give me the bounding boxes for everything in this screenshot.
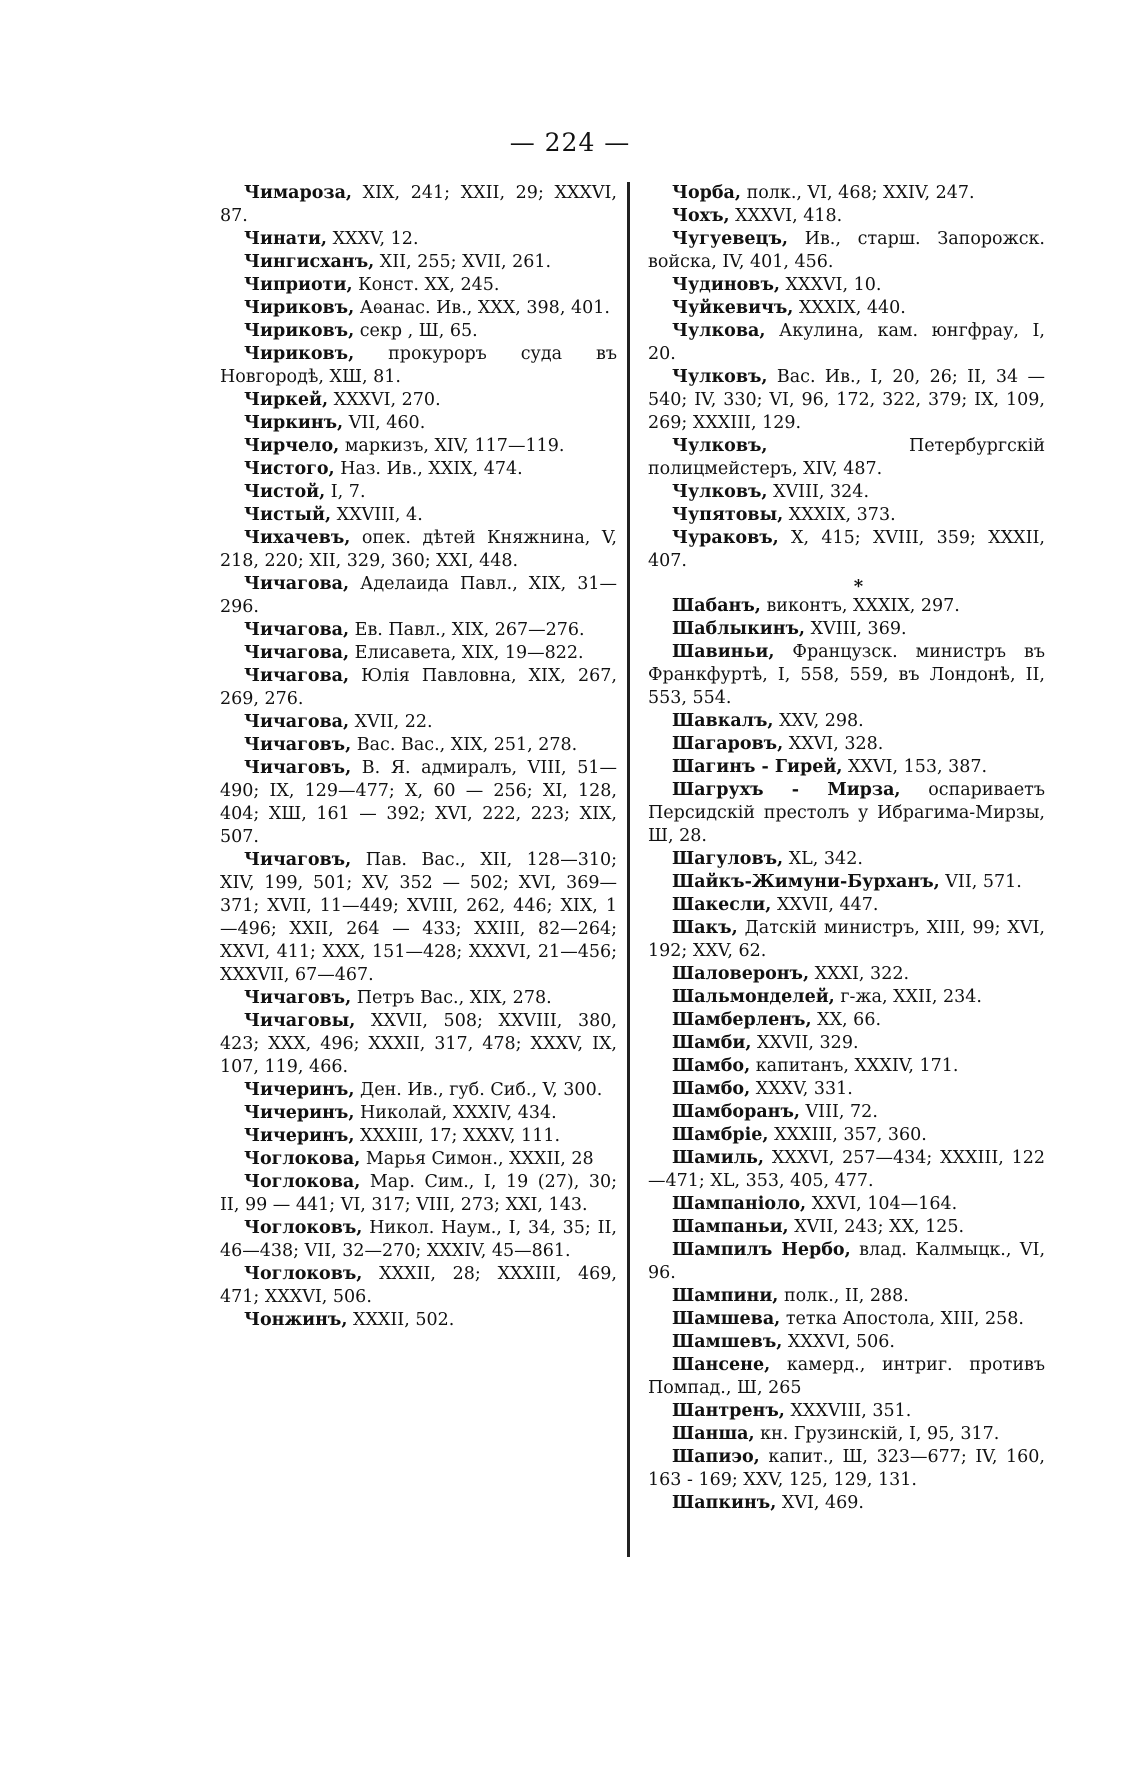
index-entry — [648, 733, 1045, 756]
entry-name: Чингисханъ, — [244, 252, 375, 272]
index-entry — [648, 1124, 1045, 1147]
index-entry — [220, 1102, 617, 1125]
entry-references: оспариваетъ Персидскій престолъ у Ибрагима-Мирзы, Ш, 28. — [648, 780, 1045, 846]
entry-references: капит., Ш, 323—677; IV, 160, 163 - 169; XXV, 125, 129, 131. — [648, 1447, 1045, 1490]
entry-name: Чоглокова, — [244, 1172, 361, 1192]
entry-name: Шампилъ Нербо, — [672, 1240, 851, 1260]
entry-name: Шагрухъ - Мирза, — [672, 780, 901, 800]
index-entry — [648, 435, 1045, 481]
entry-references: XVII, 22. — [349, 712, 433, 732]
entry-name: Чураковъ, — [672, 528, 779, 548]
entry-name: Чичаговъ, — [244, 988, 352, 1008]
index-entry — [648, 871, 1045, 894]
entry-references: Ев. Павл., XIX, 267—276. — [349, 620, 585, 640]
entry-name: Шакъ, — [672, 918, 738, 938]
entry-references: капитанъ, XXXIV, 171. — [750, 1056, 959, 1076]
entry-name: Шальмонделей, — [672, 987, 835, 1007]
entry-name: Шамби, — [672, 1033, 752, 1053]
entry-name: Чулковъ, — [672, 482, 768, 502]
entry-name: Шамберленъ, — [672, 1010, 812, 1030]
entry-references: XXXIX, 373. — [783, 505, 896, 525]
index-entry — [220, 1217, 617, 1263]
entry-references: XL, 342. — [783, 849, 863, 869]
entry-references: прокуроръ суда въ Новгородѣ, ХШ, 81. — [220, 344, 617, 387]
entry-references: Наз. Ив., XXIX, 474. — [334, 459, 523, 479]
index-entry — [220, 481, 617, 504]
entry-name: Шаловеронъ, — [672, 964, 810, 984]
entry-references: XXVII, 329. — [751, 1033, 859, 1053]
entry-references: камерд., интриг. противъ Помпад., Ш, 265 — [648, 1355, 1045, 1398]
entry-references: влад. Калмыцк., VI, 96. — [648, 1240, 1046, 1283]
entry-name: Шансене, — [672, 1355, 771, 1375]
entry-references: XXVII, 508; XXVIII, 380, 423; XXX, 496; XXXII, 317, 478; XXXV, IX, 107, 119, 466. — [220, 1011, 617, 1077]
entry-name: Чичагова, — [244, 712, 350, 732]
index-entry — [220, 757, 617, 849]
index-entry — [648, 504, 1045, 527]
index-entry — [220, 1010, 617, 1079]
entry-name: Чичаговъ, — [244, 850, 352, 870]
index-entry — [648, 205, 1045, 228]
entry-references: секр , Ш, 65. — [354, 321, 478, 341]
entry-name: Шапиэо, — [672, 1447, 760, 1467]
index-entry — [648, 527, 1045, 573]
entry-name: Чулкова, — [672, 321, 766, 341]
entry-name: Шантренъ, — [672, 1401, 785, 1421]
entry-name: Шабанъ, — [672, 596, 761, 616]
index-entry — [648, 1354, 1045, 1400]
entry-references: маркизъ, XIV, 117—119. — [339, 436, 565, 456]
index-entry — [220, 412, 617, 435]
index-entry — [220, 665, 617, 711]
entry-references: XIX, 241; XXII, 29; XXXVI, 87. — [220, 183, 617, 226]
entry-references: XXXII, 28; XXXIII, 469, 471; XXXVI, 506. — [220, 1264, 617, 1307]
entry-references: виконтъ, XXXIX, 297. — [760, 596, 960, 616]
index-entry — [220, 504, 617, 527]
entry-name: Чирчело, — [244, 436, 340, 456]
entry-name: Шампини, — [672, 1286, 779, 1306]
index-entry — [648, 1216, 1045, 1239]
index-entry — [648, 182, 1045, 205]
entry-name: Шапкинъ, — [672, 1493, 777, 1513]
index-entry — [648, 1285, 1045, 1308]
entry-references: XXVI, 104—164. — [806, 1194, 958, 1214]
entry-references: XX, 66. — [811, 1010, 882, 1030]
entry-references: Николай, XXXIV, 434. — [354, 1103, 557, 1123]
index-entry — [220, 849, 617, 987]
entry-references: XXVI, 328. — [783, 734, 884, 754]
entry-references: XXXV, 331. — [750, 1079, 853, 1099]
index-entry — [648, 320, 1045, 366]
entry-references: XXXIII, 17; XXXV, 111. — [354, 1126, 561, 1146]
entry-name: Чичеринъ, — [244, 1126, 355, 1146]
index-entry — [648, 1032, 1045, 1055]
entry-name: Шамшевъ, — [672, 1332, 783, 1352]
entry-name: Шамбо, — [672, 1056, 751, 1076]
index-entry — [220, 1171, 617, 1217]
index-entry — [220, 1148, 617, 1171]
entry-references: XVIII, 324. — [767, 482, 870, 502]
entry-references: Французск. министръ въ Франкфуртѣ, I, 558, 559, въ Лондонѣ, II, 553, 554. — [648, 642, 1045, 708]
entry-name: Чистого, — [244, 459, 335, 479]
entry-name: Чичеринъ, — [244, 1103, 355, 1123]
entry-references: XVI, 469. — [776, 1493, 864, 1513]
entry-name: Шампаньи, — [672, 1217, 789, 1237]
index-entry — [220, 527, 617, 573]
index-entry — [648, 228, 1045, 274]
index-entry — [648, 618, 1045, 641]
entry-references: XXXVI, 506. — [782, 1332, 895, 1352]
index-entry — [648, 366, 1045, 435]
entry-name: Чугуевецъ, — [672, 229, 788, 249]
entry-references: г-жа, XXII, 234. — [834, 987, 982, 1007]
entry-name: Чудиновъ, — [672, 275, 780, 295]
entry-name: Чириковъ, — [244, 344, 355, 364]
entry-references: XII, 255; XVII, 261. — [374, 252, 552, 272]
entry-name: Чичеринъ, — [244, 1080, 355, 1100]
index-entry — [648, 1078, 1045, 1101]
entry-name: Шайкъ-Жимуни-Бурханъ, — [672, 872, 940, 892]
entry-references: Ив., старш. Запорожск. войска, IV, 401, 456. — [648, 229, 1045, 272]
entry-name: Чистый, — [244, 505, 332, 525]
entry-references: тетка Апостола, XIII, 258. — [780, 1309, 1024, 1329]
entry-name: Чихачевъ, — [244, 528, 351, 548]
entry-references: XXXII, 502. — [347, 1310, 455, 1330]
column-divider — [627, 182, 630, 1557]
index-entry — [220, 389, 617, 412]
entry-name: Чичаговъ, — [244, 758, 352, 778]
entry-references: I, 7. — [325, 482, 366, 502]
left-column — [220, 182, 617, 1332]
index-entry — [220, 458, 617, 481]
entry-name: Чорба, — [672, 183, 741, 203]
entry-name: Чиприоти, — [244, 275, 353, 295]
entry-references: X, 415; XVIII, 359; XXXII, 407. — [648, 528, 1045, 571]
entry-name: Чупятовы, — [672, 505, 784, 525]
entry-references: Вас. Ив., I, 20, 26; II, 34 — 540; IV, 330; VI, 96, 172, 322, 379; IX, 109, 269; XXXIII, 129. — [648, 367, 1045, 433]
index-entry — [220, 1309, 617, 1332]
entry-name: Чичагова, — [244, 643, 350, 663]
index-entry — [220, 274, 617, 297]
entry-references: опек. дѣтей Княжнина, V, 218, 220; XII, 329, 360; XXI, 448. — [220, 528, 617, 571]
entry-references: Мар. Сим., I, 19 (27), 30; II, 99 — 441; VI, 317; VIII, 273; XXI, 143. — [220, 1172, 617, 1215]
entry-references: В. Я. адмиралъ, VIII, 51—490; IX, 129—477; X, 60 — 256; XI, 128, 404; ХШ, 161 — 392; XVI, 222, 223; XIX, 507. — [220, 758, 617, 847]
entry-references: Акулина, кам. юнгфрау, I, 20. — [648, 321, 1045, 364]
entry-references: Юлія Павловна, XIX, 267, 269, 276. — [220, 666, 617, 709]
entry-references: Марья Симон., XXXII, 28 — [360, 1149, 594, 1169]
index-entry — [648, 894, 1045, 917]
entry-references: Конст. XX, 245. — [352, 275, 500, 295]
index-entry — [648, 1308, 1045, 1331]
entry-references: XXXIII, 357, 360. — [768, 1125, 927, 1145]
index-entry — [648, 595, 1045, 618]
entry-references: Ден. Ив., губ. Сиб., V, 300. — [354, 1080, 603, 1100]
index-entry — [648, 986, 1045, 1009]
entry-name: Шамбріе, — [672, 1125, 769, 1145]
entry-name: Шамбо, — [672, 1079, 751, 1099]
entry-references: полк., VI, 468; XXIV, 247. — [741, 183, 975, 203]
entry-references: XXXI, 322. — [809, 964, 910, 984]
index-entry — [648, 1147, 1045, 1193]
entry-name: Чохъ, — [672, 206, 730, 226]
index-entry — [220, 435, 617, 458]
entry-references: XVII, 243; XX, 125. — [788, 1217, 965, 1237]
entry-references: VIII, 72. — [799, 1102, 878, 1122]
index-entry — [220, 251, 617, 274]
entry-references: VII, 571. — [939, 872, 1022, 892]
entry-name: Шагаровъ, — [672, 734, 784, 754]
index-entry — [220, 1125, 617, 1148]
entry-name: Чимароза, — [244, 183, 353, 203]
entry-name: Чоглоковъ, — [244, 1218, 363, 1238]
index-entry — [648, 1423, 1045, 1446]
page-number: — 224 — — [509, 128, 631, 157]
entry-name: Шавкалъ, — [672, 711, 774, 731]
entry-references: Аѳанас. Ив., XXX, 398, 401. — [354, 298, 610, 318]
index-entry — [648, 848, 1045, 871]
section-mark: * — [853, 576, 864, 597]
entry-references: XXVI, 153, 387. — [842, 757, 988, 777]
index-entry — [220, 711, 617, 734]
entry-name: Чичагова, — [244, 574, 350, 594]
index-entry — [220, 343, 617, 389]
entry-references: Пав. Вас., XII, 128—310; XIV, 199, 501; XV, 352 — 502; XVI, 369—371; XVII, 11—449; XVIII, 262, 446; XIX, 1—496; XXII, 264 — 433; XXIII, 82—264; XXVI, 411; XXX, 151—428; XXXVI, 21—456; XXXVII, 67—467. — [220, 850, 617, 985]
entry-references: XXVIII, 4. — [331, 505, 423, 525]
entry-references: Никол. Наум., I, 34, 35; II, 46—438; VII, 32—270; XXXIV, 45—861. — [220, 1218, 617, 1261]
entry-references: Датскій министръ, XIII, 99; XVI, 192; XXV, 62. — [648, 918, 1045, 961]
index-entry — [648, 1193, 1045, 1216]
index-entry — [648, 1446, 1045, 1492]
entry-name: Шакесли, — [672, 895, 772, 915]
entry-name: Чулковъ, — [672, 436, 768, 456]
entry-references: XXXVI, 10. — [779, 275, 882, 295]
index-entry — [648, 917, 1045, 963]
entry-name: Чичаговъ, — [244, 735, 352, 755]
entry-name: Шагинъ - Гирей, — [672, 757, 843, 777]
entry-references: Петербургскій полицмейстеръ, XIV, 487. — [648, 436, 1045, 479]
index-entry — [648, 274, 1045, 297]
entry-name: Чичаговы, — [244, 1011, 356, 1031]
right-column — [648, 182, 1045, 1515]
entry-references: Елисавета, XIX, 19—822. — [349, 643, 584, 663]
index-entry — [220, 182, 617, 228]
index-entry — [220, 734, 617, 757]
entry-name: Чиркинъ, — [244, 413, 344, 433]
index-entry — [648, 1400, 1045, 1423]
index-entry — [220, 1079, 617, 1102]
index-entry — [220, 642, 617, 665]
entry-name: Шавиньи, — [672, 642, 775, 662]
entry-name: Чулковъ, — [672, 367, 768, 387]
right-column-part-che — [648, 182, 1045, 573]
entry-references: VII, 460. — [343, 413, 426, 433]
index-entry — [220, 573, 617, 619]
entry-name: Чиркей, — [244, 390, 329, 410]
entry-name: Чуйкевичъ, — [672, 298, 794, 318]
index-entry — [648, 779, 1045, 848]
index-entry — [220, 297, 617, 320]
entry-name: Чириковъ, — [244, 321, 355, 341]
index-entry — [648, 756, 1045, 779]
entry-references: XXXIX, 440. — [793, 298, 906, 318]
right-column-part-sha — [648, 595, 1045, 1515]
entry-name: Чичагова, — [244, 666, 350, 686]
index-entry — [648, 1492, 1045, 1515]
entry-name: Шагуловъ, — [672, 849, 784, 869]
entry-name: Чинати, — [244, 229, 328, 249]
index-entry — [220, 987, 617, 1010]
entry-references: XXXVIII, 351. — [784, 1401, 912, 1421]
entry-references: XVIII, 369. — [805, 619, 907, 639]
entry-name: Чириковъ, — [244, 298, 355, 318]
index-entry — [648, 1239, 1045, 1285]
entry-references: Петръ Вас., XIX, 278. — [351, 988, 552, 1008]
index-entry — [648, 963, 1045, 986]
index-entry — [648, 297, 1045, 320]
entry-name: Шамиль, — [672, 1148, 765, 1168]
entry-name: Шанша, — [672, 1424, 755, 1444]
index-entry — [220, 619, 617, 642]
entry-name: Чоглокова, — [244, 1149, 361, 1169]
index-entry — [648, 641, 1045, 710]
index-entry — [648, 710, 1045, 733]
index-entry — [220, 320, 617, 343]
entry-references: XXV, 298. — [773, 711, 864, 731]
index-entry — [648, 1055, 1045, 1078]
entry-references: XXXVI, 418. — [729, 206, 843, 226]
index-entry — [648, 1009, 1045, 1032]
entry-name: Шамборанъ, — [672, 1102, 800, 1122]
entry-references: XXXVI, 270. — [328, 390, 441, 410]
entry-name: Чонжинъ, — [244, 1310, 348, 1330]
entry-name: Шампаніоло, — [672, 1194, 807, 1214]
index-entry — [648, 1331, 1045, 1354]
entry-references: XXXV, 12. — [327, 229, 419, 249]
entry-references: полк., II, 288. — [778, 1286, 909, 1306]
entry-references: XXVII, 447. — [771, 895, 879, 915]
entry-references: XXXVI, 257—434; XXXIII, 122—471; XL, 353, 405, 477. — [648, 1148, 1045, 1191]
entry-name: Чоглоковъ, — [244, 1264, 363, 1284]
entry-name: Шамшева, — [672, 1309, 781, 1329]
entry-name: Чистой, — [244, 482, 326, 502]
entry-name: Чичагова, — [244, 620, 350, 640]
entry-name: Шаблыкинъ, — [672, 619, 806, 639]
index-entry — [220, 228, 617, 251]
index-entry — [648, 481, 1045, 504]
entry-references: кн. Грузинскій, I, 95, 317. — [754, 1424, 1000, 1444]
entry-references: Аделаида Павл., XIX, 31—296. — [220, 574, 617, 617]
entry-references: Вас. Вас., XIX, 251, 278. — [351, 735, 578, 755]
index-entry — [220, 1263, 617, 1309]
index-entry — [648, 1101, 1045, 1124]
